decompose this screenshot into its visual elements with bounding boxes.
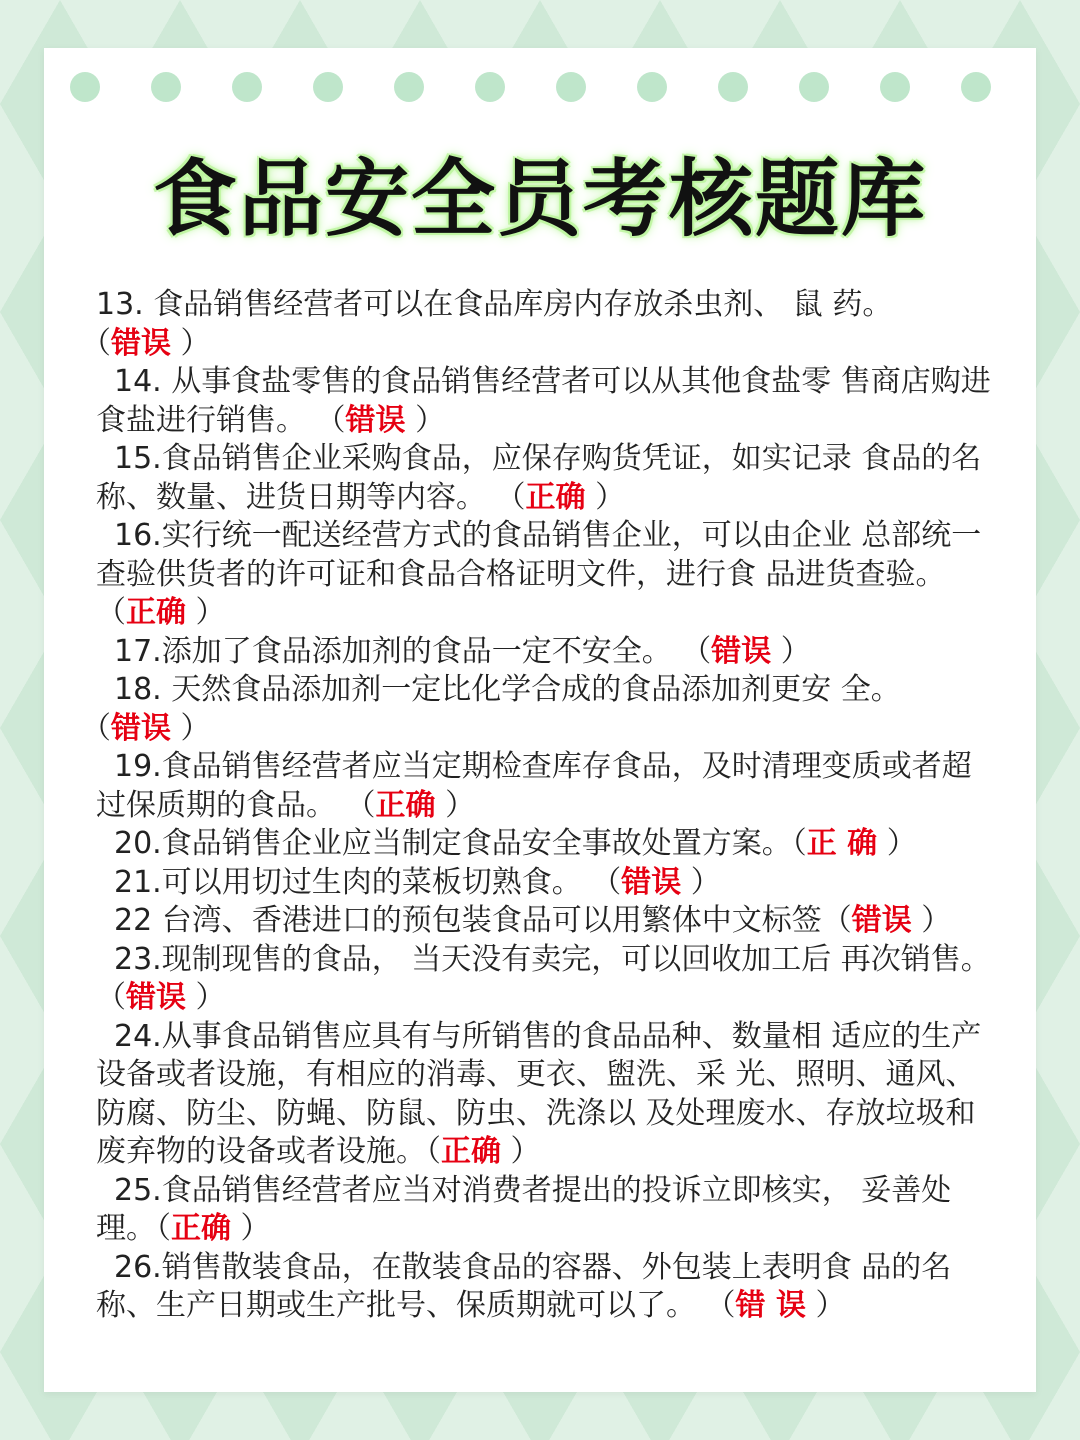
question-item [96, 902, 996, 941]
answer-group [156, 1211, 271, 1246]
answer-group [706, 1288, 846, 1323]
answer-close-paren: ） [911, 903, 952, 938]
question-text: 15.食品销售企业采购食品，应保存购货凭证，如实记录 食品的名称、数量、进货日期等内容。 [96, 441, 982, 515]
question-item [96, 1249, 996, 1326]
answer-group [96, 326, 211, 361]
binder-hole [556, 72, 586, 102]
binder-hole [151, 72, 181, 102]
answer-mark: 错误 [126, 980, 186, 1015]
binder-hole [718, 72, 748, 102]
answer-open-paren: （ [495, 479, 526, 515]
binder-hole [394, 72, 424, 102]
answer-close-paren: ） [231, 1211, 271, 1246]
question-text: 24.从事食品销售应具有与所销售的食品品种、数量相 适应的生产设备或者设施，有相应的消毒、更衣、盥洗、采 光、照明、通风、防腐、防尘、防蝇、防鼠、防虫、洗涤以 及处理废水、存放垃圾和废弃物的设备或者设施。 [96, 1018, 982, 1169]
answer-group [96, 980, 226, 1015]
answer-close-paren: ） [681, 864, 721, 900]
answer-mark: 正确 [171, 1211, 231, 1246]
answer-group [822, 903, 952, 938]
answer-group [96, 711, 211, 746]
binder-hole [313, 72, 343, 102]
answer-open-paren: （ [96, 980, 126, 1015]
answer-mark: 正确 [441, 1134, 501, 1169]
answer-close-paren: ） [501, 1134, 541, 1169]
answer-mark: 错误 [111, 325, 171, 361]
question-item [96, 363, 996, 440]
answer-close-paren: ） [806, 1288, 846, 1323]
binder-hole [475, 72, 505, 102]
binder-hole [799, 72, 829, 102]
question-text: 21.可以用切过生肉的菜板切熟食。 [114, 864, 592, 900]
answer-mark: 错误 [711, 633, 772, 669]
question-item [96, 941, 996, 1018]
binder-hole [637, 72, 667, 102]
answer-mark: 错误 [851, 903, 912, 938]
answer-group [591, 865, 721, 900]
answer-close-paren: ） [186, 980, 226, 1015]
binder-hole [880, 72, 910, 102]
question-item [96, 1172, 996, 1249]
question-text: 16.实行统一配送经营方式的食品销售企业，可以由企业 总部统一查验供货者的许可证和食品合格证明文件，进行食 品进货查验。 [96, 518, 982, 592]
answer-close-paren: ） [877, 826, 917, 861]
answer-close-paren: ） [186, 595, 226, 630]
answer-close-paren: ） [435, 787, 476, 823]
question-item [96, 286, 996, 363]
question-item [96, 748, 996, 825]
question-text: 14. 从事食盐零售的食品销售经营者可以从其他食盐零 售商店购进食盐进行销售。 [96, 364, 991, 438]
answer-close-paren: ） [171, 710, 211, 746]
question-item [96, 1018, 996, 1172]
question-text: 25.食品销售经营者应当对消费者提出的投诉立即核实， 妥善处理。 [96, 1172, 952, 1246]
answer-open-paren: （ [96, 325, 111, 361]
answer-mark: 正确 [375, 787, 436, 823]
answer-open-paren: （ [345, 787, 376, 823]
answer-open-paren: （ [791, 826, 807, 861]
question-text: 18. 天然食品添加剂一定比化学合成的食品添加剂更安 全。 [114, 672, 901, 707]
answer-close-paren: ） [171, 325, 211, 361]
answer-mark: 错误 [111, 710, 171, 746]
answer-mark: 错 误 [735, 1288, 806, 1323]
question-text: 22 台湾、香港进口的预包装食品可以用繁体中文标签 [114, 903, 822, 938]
question-text: 13. 食品销售经营者可以在食品库房内存放杀虫剂、 鼠 药。 [96, 287, 893, 322]
binder-hole [232, 72, 262, 102]
answer-open-paren: （ [591, 864, 622, 900]
answer-group [792, 826, 917, 861]
page-title: 食品安全员考核题库 [152, 150, 927, 248]
answer-mark: 正确 [525, 479, 586, 515]
answer-close-paren: ） [771, 633, 811, 669]
question-list [96, 286, 996, 1326]
answer-open-paren: （ [681, 633, 712, 669]
answer-mark: 正 确 [806, 826, 878, 861]
answer-open-paren: （ [315, 402, 346, 438]
answer-group [426, 1134, 541, 1169]
question-text: 20.食品销售企业应当制定食品安全事故处置方案。 [114, 826, 792, 861]
answer-group [496, 480, 626, 515]
answer-mark: 错误 [621, 864, 682, 900]
answer-open-paren: （ [426, 1134, 441, 1169]
content-card [44, 48, 1036, 1392]
question-text: 17.添加了食品添加剂的食品一定不安全。 [114, 633, 682, 669]
question-item [96, 633, 996, 672]
question-text: 26.销售散装食品，在散装食品的容器、外包装上表明食 品的名称、生产日期或生产批号、保质期就可以了。 [96, 1249, 952, 1323]
answer-group [96, 595, 226, 630]
answer-open-paren: （ [705, 1288, 736, 1323]
question-item [96, 825, 996, 864]
answer-group [681, 634, 811, 669]
question-item [96, 517, 996, 633]
answer-group [316, 403, 446, 438]
answer-group [346, 788, 476, 823]
answer-mark: 错误 [345, 402, 406, 438]
answer-mark: 正确 [126, 595, 186, 630]
answer-open-paren: （ [96, 595, 126, 630]
question-item [96, 864, 996, 903]
question-item [96, 671, 996, 748]
binder-holes [44, 72, 1036, 104]
answer-open-paren: （ [96, 710, 111, 746]
answer-close-paren: ） [405, 402, 446, 438]
answer-open-paren: （ [821, 903, 852, 938]
question-item [96, 440, 996, 517]
answer-open-paren: （ [156, 1211, 171, 1246]
binder-hole [961, 72, 991, 102]
question-text: 19.食品销售经营者应当定期检查库存食品，及时清理变质或者超过保质期的食品。 [96, 749, 972, 823]
binder-hole [70, 72, 100, 102]
question-text: 23.现制现售的食品， 当天没有卖完，可以回收加工后 再次销售。 [114, 941, 991, 977]
answer-close-paren: ） [585, 479, 626, 515]
